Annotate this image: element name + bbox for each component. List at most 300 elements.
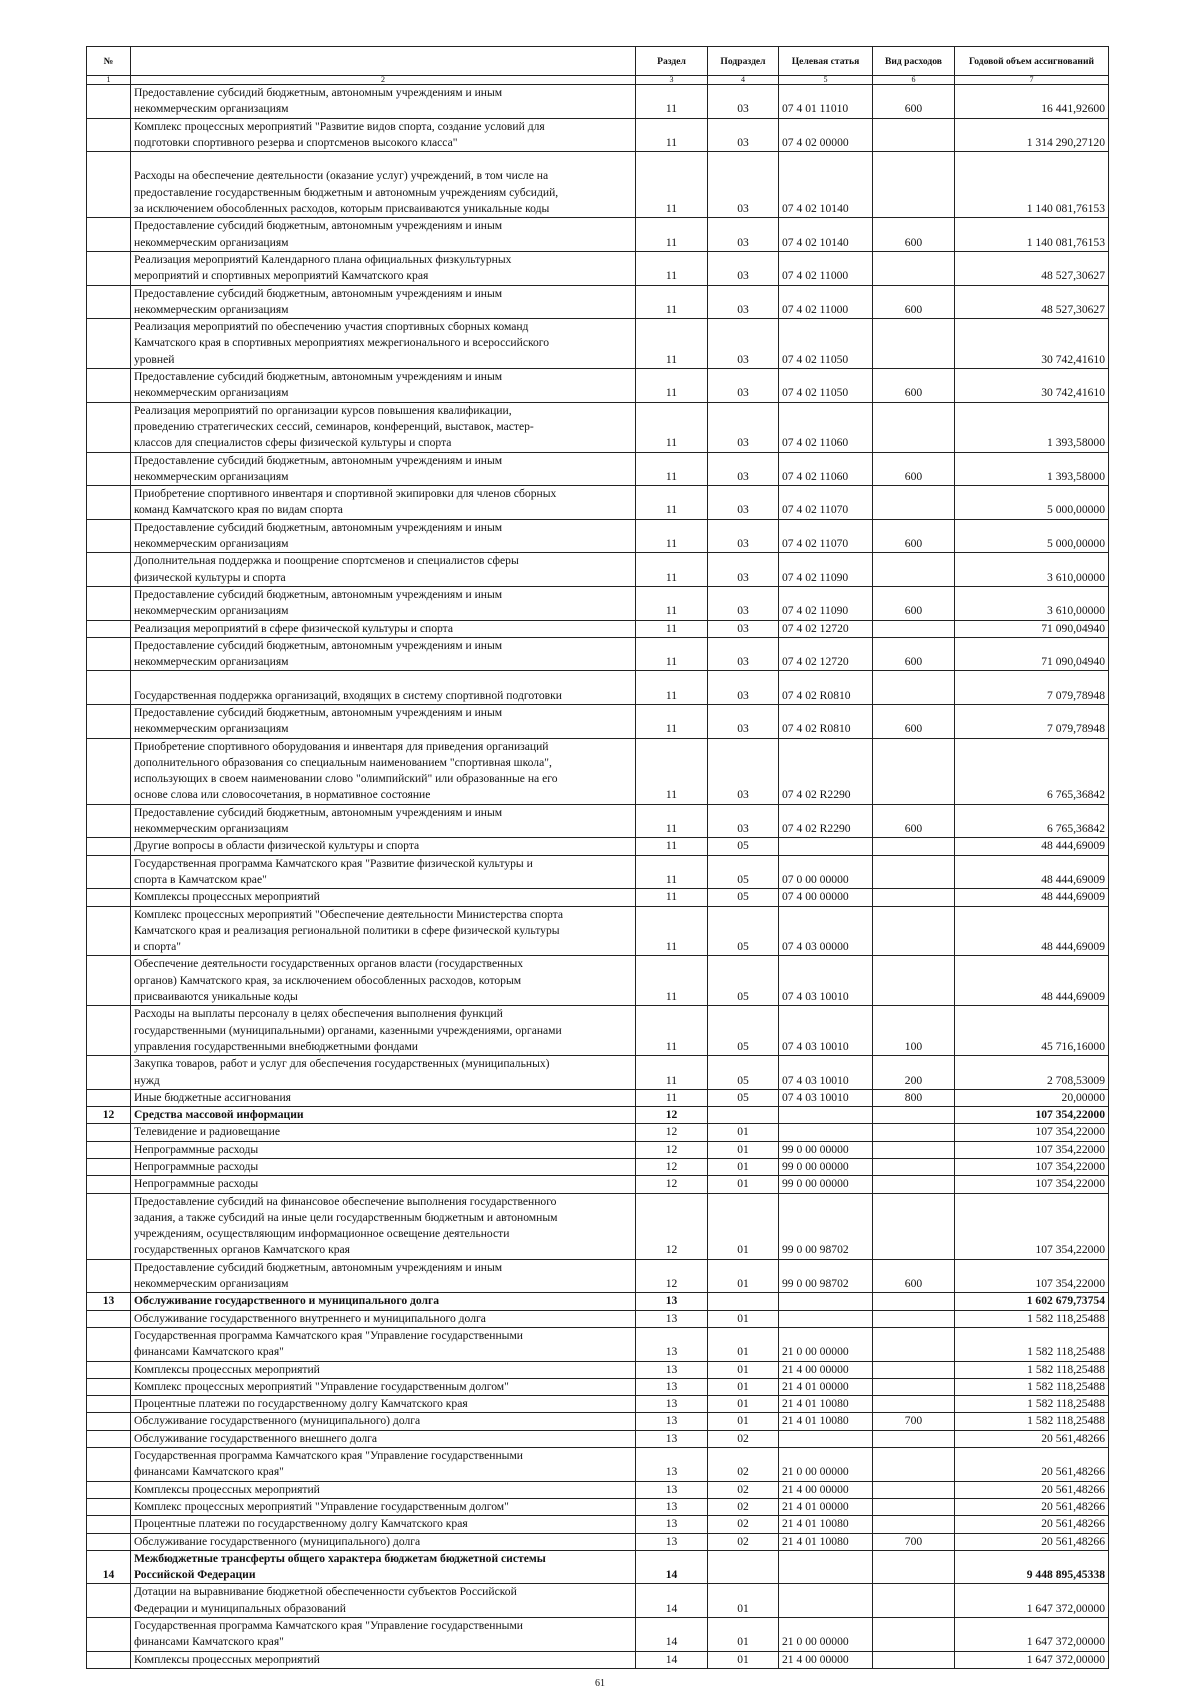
row-amount: 71 090,04940 [955,637,1109,671]
row-target-article: 21 4 00 00000 [779,1481,873,1498]
row-number [87,1481,131,1498]
table-row [87,586,1109,620]
row-subsection: 01 [708,1396,779,1413]
row-name: Процентные платежи по государственному долгу Камчатского края [131,1396,636,1413]
row-section: 11 [636,553,708,587]
column-index: 5 [779,76,873,85]
row-target-article: 21 4 01 10080 [779,1413,873,1430]
row-section: 13 [636,1310,708,1327]
row-name: Обеспечение деятельности государственных органов власти (государственных органов) Камчатского края, за исключением обособленных расходов, которым присваиваются уникальные коды [131,956,636,1006]
row-section: 12 [636,1176,708,1193]
row-amount: 48 527,30627 [955,285,1109,319]
row-name: Предоставление субсидий бюджетным, автономным учреждениям и иным некоммерческим организациям [131,804,636,838]
row-section: 12 [636,1107,708,1124]
row-expense-kind [873,1176,955,1193]
header-row [87,47,1109,76]
row-target-article: 07 4 02 11050 [779,369,873,403]
row-amount: 6 765,36842 [955,738,1109,804]
row-expense-kind: 600 [873,218,955,252]
row-expense-kind: 200 [873,1056,955,1090]
row-amount: 1 647 372,00000 [955,1584,1109,1618]
row-expense-kind [873,1481,955,1498]
row-subsection: 02 [708,1516,779,1533]
row-amount: 1 314 290,27120 [955,118,1109,152]
row-subsection: 03 [708,452,779,486]
row-number: 14 [87,1550,131,1584]
row-amount: 7 079,78948 [955,671,1109,705]
row-number [87,1651,131,1668]
column-index: 6 [873,76,955,85]
row-expense-kind [873,1159,955,1176]
row-target-article [779,1293,873,1310]
row-section: 13 [636,1327,708,1361]
table-row [87,152,1109,218]
row-name: Дополнительная поддержка и поощрение спортсменов и специалистов сферы физической культуры и спорта [131,553,636,587]
row-target-article: 07 4 02 12720 [779,620,873,637]
row-amount: 20 561,48266 [955,1481,1109,1498]
row-expense-kind [873,671,955,705]
row-target-article [779,1124,873,1141]
row-section: 14 [636,1651,708,1668]
row-expense-kind [873,1107,955,1124]
table-row [87,1107,1109,1124]
row-subsection: 03 [708,402,779,452]
row-subsection: 03 [708,738,779,804]
row-name: Предоставление субсидий бюджетным, автономным учреждениям и иным некоммерческим организациям [131,586,636,620]
row-number [87,118,131,152]
row-name: Предоставление субсидий бюджетным, автономным учреждениям и иным некоммерческим организациям [131,285,636,319]
column-index: 3 [636,76,708,85]
row-amount: 107 354,22000 [955,1193,1109,1259]
row-number [87,1430,131,1447]
row-expense-kind [873,855,955,889]
header-name [131,47,636,76]
row-name: Комплексы процессных мероприятий [131,1651,636,1668]
row-number [87,671,131,705]
row-subsection: 05 [708,1006,779,1056]
column-index: 1 [87,76,131,85]
row-expense-kind [873,1378,955,1395]
row-target-article: 07 4 02 12720 [779,637,873,671]
row-amount: 48 444,69009 [955,906,1109,956]
row-subsection [708,1550,779,1584]
row-target-article: 07 4 02 11000 [779,285,873,319]
row-amount: 20 561,48266 [955,1533,1109,1550]
row-expense-kind [873,486,955,520]
row-expense-kind [873,1124,955,1141]
header-expense-kind: Вид расходов [873,47,955,76]
row-expense-kind [873,1448,955,1482]
row-number [87,1413,131,1430]
table-row [87,738,1109,804]
row-target-article [779,1107,873,1124]
row-expense-kind [873,118,955,152]
row-expense-kind: 700 [873,1533,955,1550]
table-row [87,1516,1109,1533]
table-row [87,285,1109,319]
row-expense-kind [873,1327,955,1361]
row-expense-kind: 600 [873,804,955,838]
table-row [87,402,1109,452]
row-amount: 20 561,48266 [955,1430,1109,1447]
row-name: Предоставление субсидий бюджетным, автономным учреждениям и иным некоммерческим организациям [131,218,636,252]
row-expense-kind: 600 [873,586,955,620]
row-target-article: 21 4 01 10080 [779,1516,873,1533]
row-amount: 1 140 081,76153 [955,152,1109,218]
row-number [87,704,131,738]
row-name: Комплексы процессных мероприятий [131,1361,636,1378]
row-subsection: 01 [708,1159,779,1176]
row-target-article: 07 0 00 00000 [779,855,873,889]
table-body [87,85,1109,1669]
row-section: 11 [636,369,708,403]
row-number [87,1259,131,1293]
row-target-article: 07 4 02 11050 [779,319,873,369]
row-subsection: 01 [708,1193,779,1259]
table-row [87,1651,1109,1668]
row-expense-kind [873,838,955,855]
row-section: 11 [636,838,708,855]
row-subsection: 02 [708,1448,779,1482]
row-number [87,738,131,804]
table-row [87,319,1109,369]
row-target-article [779,1584,873,1618]
header-target-article: Целевая статья [779,47,873,76]
row-amount: 30 742,41610 [955,319,1109,369]
row-target-article: 07 4 02 11070 [779,519,873,553]
row-subsection: 03 [708,486,779,520]
row-amount: 5 000,00000 [955,486,1109,520]
row-expense-kind [873,1310,955,1327]
row-number [87,402,131,452]
row-section: 13 [636,1396,708,1413]
row-amount: 20,00000 [955,1089,1109,1106]
row-name: Предоставление субсидий бюджетным, автономным учреждениям и иным некоммерческим организациям [131,1259,636,1293]
row-subsection: 03 [708,586,779,620]
row-expense-kind [873,620,955,637]
row-target-article: 07 4 02 11090 [779,553,873,587]
row-expense-kind: 600 [873,637,955,671]
row-name: Комплексы процессных мероприятий [131,1481,636,1498]
row-name: Приобретение спортивного оборудования и инвентаря для приведения организаций дополнительного образования со специальным наименованием "спортивная школа", использующих в своем наименовании слово "олимпийский" или образованные на его основе слова или словосочетания, в нормативное состояние [131,738,636,804]
row-target-article: 07 4 02 11000 [779,251,873,285]
row-target-article: 07 4 02 11060 [779,452,873,486]
row-target-article: 07 4 02 R0810 [779,704,873,738]
row-expense-kind [873,1498,955,1515]
row-subsection: 01 [708,1259,779,1293]
row-section: 11 [636,452,708,486]
row-expense-kind [873,1584,955,1618]
row-target-article: 21 4 01 00000 [779,1498,873,1515]
header-subsection: Подраздел [708,47,779,76]
row-subsection: 01 [708,1310,779,1327]
row-section: 11 [636,889,708,906]
table-row [87,553,1109,587]
row-number: 12 [87,1107,131,1124]
row-expense-kind: 800 [873,1089,955,1106]
row-number [87,1584,131,1618]
row-amount: 1 582 118,25488 [955,1396,1109,1413]
row-section: 11 [636,671,708,705]
row-amount: 1 582 118,25488 [955,1361,1109,1378]
row-subsection: 03 [708,553,779,587]
row-name: Предоставление субсидий на финансовое обеспечение выполнения государственного задания, а также субсидий на иные цели государственным бюджетным и автономным учреждениям, осуществляющим информационное освещение деятельности государственных органов Камчатского края [131,1193,636,1259]
row-name: Процентные платежи по государственному долгу Камчатского края [131,1516,636,1533]
row-number [87,1516,131,1533]
row-section: 11 [636,637,708,671]
row-name: Предоставление субсидий бюджетным, автономным учреждениям и иным некоммерческим организациям [131,637,636,671]
row-subsection: 05 [708,1089,779,1106]
table-row [87,1293,1109,1310]
row-expense-kind: 600 [873,85,955,119]
row-target-article [779,1310,873,1327]
row-section: 13 [636,1498,708,1515]
row-section: 14 [636,1550,708,1584]
row-expense-kind: 600 [873,519,955,553]
row-name: Дотации на выравнивание бюджетной обеспеченности субъектов Российской Федерации и муниципальных образований [131,1584,636,1618]
row-subsection: 03 [708,369,779,403]
row-amount: 107 354,22000 [955,1107,1109,1124]
header-number: № [87,47,131,76]
row-section: 11 [636,118,708,152]
row-name: Иные бюджетные ассигнования [131,1089,636,1106]
row-amount: 1 393,58000 [955,452,1109,486]
table-row [87,85,1109,119]
row-expense-kind [873,1651,955,1668]
row-name: Предоставление субсидий бюджетным, автономным учреждениям и иным некоммерческим организациям [131,704,636,738]
row-subsection: 01 [708,1584,779,1618]
row-target-article: 21 0 00 00000 [779,1327,873,1361]
row-name: Предоставление субсидий бюджетным, автономным учреждениям и иным некоммерческим организациям [131,369,636,403]
row-amount: 20 561,48266 [955,1498,1109,1515]
row-section: 11 [636,586,708,620]
row-section: 11 [636,1056,708,1090]
row-amount: 1 647 372,00000 [955,1618,1109,1652]
row-target-article: 99 0 00 98702 [779,1259,873,1293]
table-row [87,1259,1109,1293]
row-target-article: 07 4 02 11060 [779,402,873,452]
row-amount: 1 582 118,25488 [955,1378,1109,1395]
row-amount: 7 079,78948 [955,704,1109,738]
row-target-article: 07 4 03 10010 [779,1056,873,1090]
table-row [87,637,1109,671]
row-number [87,1310,131,1327]
table-row [87,1124,1109,1141]
row-amount: 48 444,69009 [955,956,1109,1006]
table-row [87,519,1109,553]
row-subsection: 01 [708,1413,779,1430]
table-row [87,1584,1109,1618]
table-row [87,1176,1109,1193]
row-number [87,637,131,671]
row-target-article: 07 4 03 10010 [779,1006,873,1056]
row-subsection: 01 [708,1327,779,1361]
row-target-article: 21 4 00 00000 [779,1361,873,1378]
row-expense-kind: 600 [873,452,955,486]
row-amount: 107 354,22000 [955,1259,1109,1293]
table-row [87,452,1109,486]
row-target-article: 21 4 00 00000 [779,1651,873,1668]
row-subsection: 01 [708,1124,779,1141]
row-target-article [779,1430,873,1447]
row-section: 13 [636,1413,708,1430]
row-section: 12 [636,1193,708,1259]
row-amount: 6 765,36842 [955,804,1109,838]
row-section: 11 [636,85,708,119]
row-name: Непрограммные расходы [131,1141,636,1158]
table-row [87,1361,1109,1378]
table-row [87,804,1109,838]
row-name: Закупка товаров, работ и услуг для обеспечения государственных (муниципальных) нужд [131,1056,636,1090]
table-row [87,1056,1109,1090]
row-section: 11 [636,956,708,1006]
row-number [87,1361,131,1378]
row-amount: 48 444,69009 [955,838,1109,855]
row-section: 12 [636,1159,708,1176]
document-page [86,46,1108,1669]
row-expense-kind [873,738,955,804]
row-section: 12 [636,1259,708,1293]
row-amount: 1 582 118,25488 [955,1310,1109,1327]
row-number [87,838,131,855]
row-subsection: 01 [708,1651,779,1668]
row-number [87,285,131,319]
row-section: 11 [636,152,708,218]
row-name: Непрограммные расходы [131,1176,636,1193]
row-section: 11 [636,218,708,252]
row-name: Телевидение и радиовещание [131,1124,636,1141]
table-row [87,1193,1109,1259]
table-row [87,1310,1109,1327]
row-number [87,519,131,553]
row-amount: 30 742,41610 [955,369,1109,403]
row-section: 13 [636,1533,708,1550]
row-name: Обслуживание государственного (муниципального) долга [131,1533,636,1550]
row-expense-kind: 600 [873,369,955,403]
row-amount: 48 444,69009 [955,889,1109,906]
row-section: 11 [636,1006,708,1056]
row-section: 13 [636,1516,708,1533]
row-name: Межбюджетные трансферты общего характера бюджетам бюджетной системы Российской Федерации [131,1550,636,1584]
row-subsection: 05 [708,838,779,855]
row-section: 11 [636,704,708,738]
row-name: Приобретение спортивного инвентаря и спортивной экипировки для членов сборных команд Камчатского края по видам спорта [131,486,636,520]
table-row [87,1550,1109,1584]
row-number [87,486,131,520]
row-target-article: 07 4 02 00000 [779,118,873,152]
row-number [87,218,131,252]
row-name: Средства массовой информации [131,1107,636,1124]
row-number [87,956,131,1006]
row-target-article: 07 4 03 10010 [779,1089,873,1106]
row-target-article: 07 4 02 R0810 [779,671,873,705]
row-number [87,1006,131,1056]
row-amount: 48 527,30627 [955,251,1109,285]
row-section: 11 [636,1089,708,1106]
row-section: 11 [636,620,708,637]
row-amount: 3 610,00000 [955,553,1109,587]
row-expense-kind [873,251,955,285]
row-expense-kind: 100 [873,1006,955,1056]
row-number [87,586,131,620]
row-target-article: 07 4 02 11070 [779,486,873,520]
table-row [87,1430,1109,1447]
row-expense-kind [873,1618,955,1652]
row-name: Другие вопросы в области физической культуры и спорта [131,838,636,855]
row-expense-kind: 600 [873,285,955,319]
row-subsection: 03 [708,671,779,705]
row-name: Обслуживание государственного и муниципального долга [131,1293,636,1310]
row-target-article: 07 4 03 10010 [779,956,873,1006]
table-row [87,1618,1109,1652]
row-target-article: 21 4 01 10080 [779,1396,873,1413]
row-name: Предоставление субсидий бюджетным, автономным учреждениям и иным некоммерческим организациям [131,519,636,553]
row-amount: 45 716,16000 [955,1006,1109,1056]
row-amount: 16 441,92600 [955,85,1109,119]
budget-allocation-table [86,46,1109,1669]
row-subsection [708,1293,779,1310]
row-subsection: 01 [708,1361,779,1378]
row-name: Комплексы процессных мероприятий [131,889,636,906]
row-subsection: 05 [708,1056,779,1090]
row-number [87,1193,131,1259]
row-name: Расходы на обеспечение деятельности (оказание услуг) учреждений, в том числе на предоставление государственным бюджетным и автономным учреждениям субсидий, за исключением обособленных расходов, которым присваиваются уникальные коды [131,152,636,218]
table-row [87,1089,1109,1106]
row-amount: 1 602 679,73754 [955,1293,1109,1310]
row-number [87,452,131,486]
row-expense-kind: 600 [873,1259,955,1293]
table-row [87,956,1109,1006]
row-subsection [708,1107,779,1124]
row-amount: 1 393,58000 [955,402,1109,452]
row-expense-kind [873,906,955,956]
row-subsection: 01 [708,1176,779,1193]
column-index: 4 [708,76,779,85]
table-row [87,906,1109,956]
row-subsection: 03 [708,319,779,369]
row-section: 13 [636,1361,708,1378]
row-expense-kind [873,956,955,1006]
row-subsection: 03 [708,251,779,285]
row-expense-kind [873,1361,955,1378]
row-expense-kind [873,319,955,369]
row-target-article [779,1550,873,1584]
row-target-article: 07 4 02 10140 [779,218,873,252]
row-section: 12 [636,1141,708,1158]
row-target-article: 99 0 00 00000 [779,1159,873,1176]
table-row [87,486,1109,520]
row-number [87,251,131,285]
table-row [87,1327,1109,1361]
row-section: 11 [636,402,708,452]
row-name: Комплекс процессных мероприятий "Управление государственным долгом" [131,1378,636,1395]
row-name: Обслуживание государственного внешнего долга [131,1430,636,1447]
row-name: Реализация мероприятий в сфере физической культуры и спорта [131,620,636,637]
row-amount: 20 561,48266 [955,1516,1109,1533]
row-subsection: 01 [708,1141,779,1158]
row-expense-kind [873,1396,955,1413]
row-target-article: 99 0 00 00000 [779,1141,873,1158]
table-row [87,855,1109,889]
row-subsection: 03 [708,285,779,319]
row-amount: 107 354,22000 [955,1141,1109,1158]
table-row [87,671,1109,705]
row-section: 14 [636,1618,708,1652]
row-number: 13 [87,1293,131,1310]
column-index: 7 [955,76,1109,85]
row-section: 13 [636,1448,708,1482]
page-number: 61 [595,1678,605,1689]
